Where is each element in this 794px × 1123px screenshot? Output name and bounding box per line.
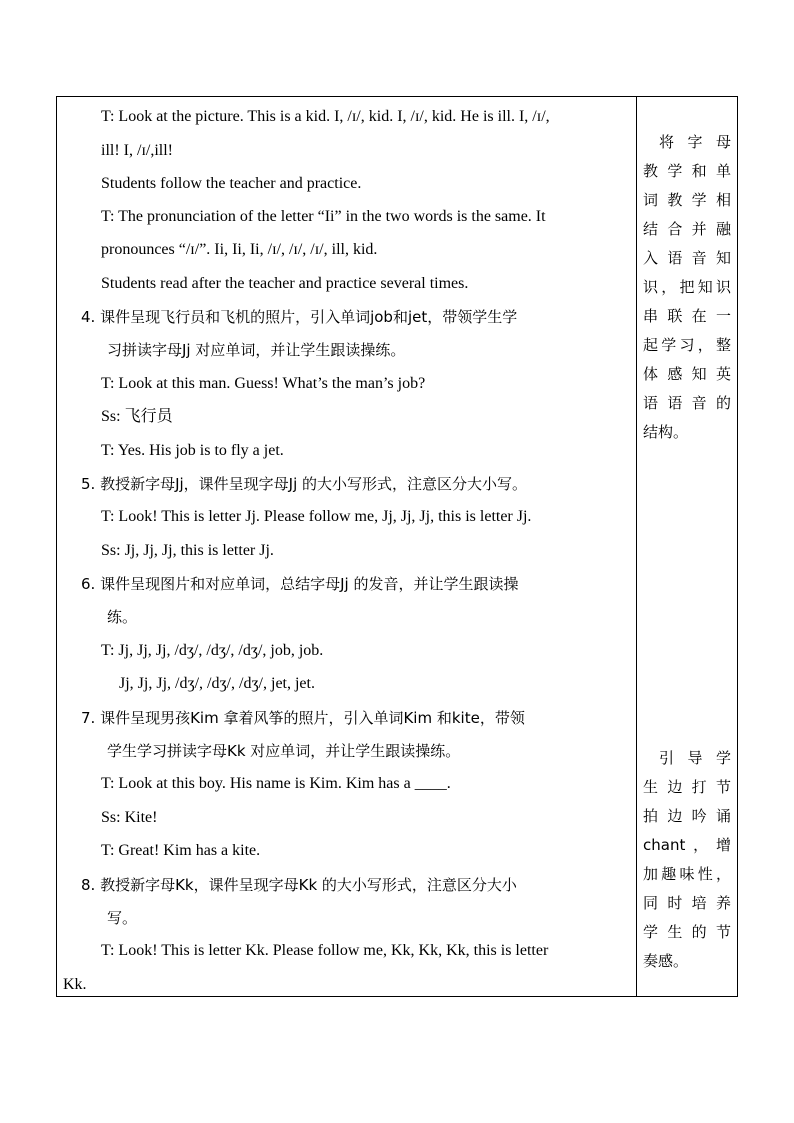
- text-line: T: Jj, Jj, Jj, /dʒ/, /dʒ/, /dʒ/, job, job.: [101, 642, 324, 659]
- text-line: T: Yes. His job is to fly a jet.: [101, 442, 284, 459]
- note-line: 教学和单: [643, 162, 731, 180]
- text-line: T: Great! Kim has a kite.: [101, 842, 261, 859]
- note-line: 体感知英: [643, 365, 731, 383]
- text-line: T: Look! This is letter Kk. Please follow me, Kk, Kk, Kk, this is letter: [101, 942, 549, 959]
- text-line: T: Look at the picture. This is a kid. I, /ɪ/, kid. I, /ɪ/, kid. He is ill. I, /ɪ/,: [101, 108, 550, 125]
- text-line: 学生学习拼读字母Kk 对应单词，并让学生跟读操练。: [107, 742, 461, 760]
- step-4-line: 4. 课件呈现飞行员和飞机的照片，引入单词job和jet，带领学生学: [81, 308, 518, 326]
- text-line: T: Look! This is letter Jj. Please follow me, Jj, Jj, Jj, this is letter Jj.: [101, 508, 532, 525]
- text-line: Ss: 飞行员: [101, 408, 173, 425]
- text-line: T: Look at this boy. His name is Kim. Kim has a ____.: [101, 775, 451, 792]
- text-line: ill! I, /ɪ/,ill!: [101, 142, 173, 159]
- step-6-line: 6. 课件呈现图片和对应单词，总结字母Jj 的发音，并让学生跟读操: [81, 575, 519, 593]
- note-line: 起学习，整: [643, 336, 731, 354]
- text-line: Students read after the teacher and practice several times.: [101, 275, 469, 292]
- note-line: 引导学: [659, 749, 731, 767]
- step-5-line: 5. 教授新字母Jj，课件呈现字母Jj 的大小写形式，注意区分大小写。: [81, 475, 528, 493]
- column-divider: [636, 96, 637, 997]
- note-line: 识，把知识: [643, 278, 731, 296]
- text-line: T: Look at this man. Guess! What’s the man’s job?: [101, 375, 426, 392]
- note-line: 拍边吟诵: [643, 807, 731, 825]
- note-line: 词教学相: [643, 191, 731, 209]
- text-line: pronounces “/ɪ/”. Ii, Ii, Ii, /ɪ/, /ɪ/, /ɪ/, ill, kid.: [101, 241, 378, 258]
- text-line: T: The pronunciation of the letter “Ii” in the two words is the same. It: [101, 208, 546, 225]
- note-line: 加趣味性，: [643, 865, 731, 883]
- note-line: 同时培养: [643, 894, 731, 912]
- note-line: 奏感。: [643, 952, 689, 970]
- note-line: 入语音知: [643, 249, 731, 267]
- text-line: 写。: [107, 909, 138, 927]
- step-8-line: 8. 教授新字母Kk，课件呈现字母Kk 的大小写形式，注意区分大小: [81, 876, 517, 894]
- step-7-line: 7. 课件呈现男孩Kim 拿着风筝的照片，引入单词Kim 和kite，带领: [81, 709, 525, 727]
- text-line: Ss: Jj, Jj, Jj, this is letter Jj.: [101, 542, 274, 559]
- text-line: Jj, Jj, Jj, /dʒ/, /dʒ/, /dʒ/, jet, jet.: [119, 675, 315, 692]
- note-line: 结合并融: [643, 220, 731, 238]
- note-line: 学生的节: [643, 923, 731, 941]
- text-line: Kk.: [63, 976, 87, 993]
- text-line: 习拼读字母Jj 对应单词，并让学生跟读操练。: [107, 341, 406, 359]
- note-line: 结构。: [643, 423, 689, 441]
- note-line: 将字母: [659, 133, 731, 151]
- text-line: Students follow the teacher and practice.: [101, 175, 362, 192]
- note-line: 串联在一: [643, 307, 731, 325]
- note-line: 语语音的: [643, 394, 731, 412]
- text-line: Ss: Kite!: [101, 809, 158, 826]
- note-line: 生边打节: [643, 778, 731, 796]
- text-line: 练。: [107, 608, 138, 626]
- note-line: chant，增: [643, 836, 731, 854]
